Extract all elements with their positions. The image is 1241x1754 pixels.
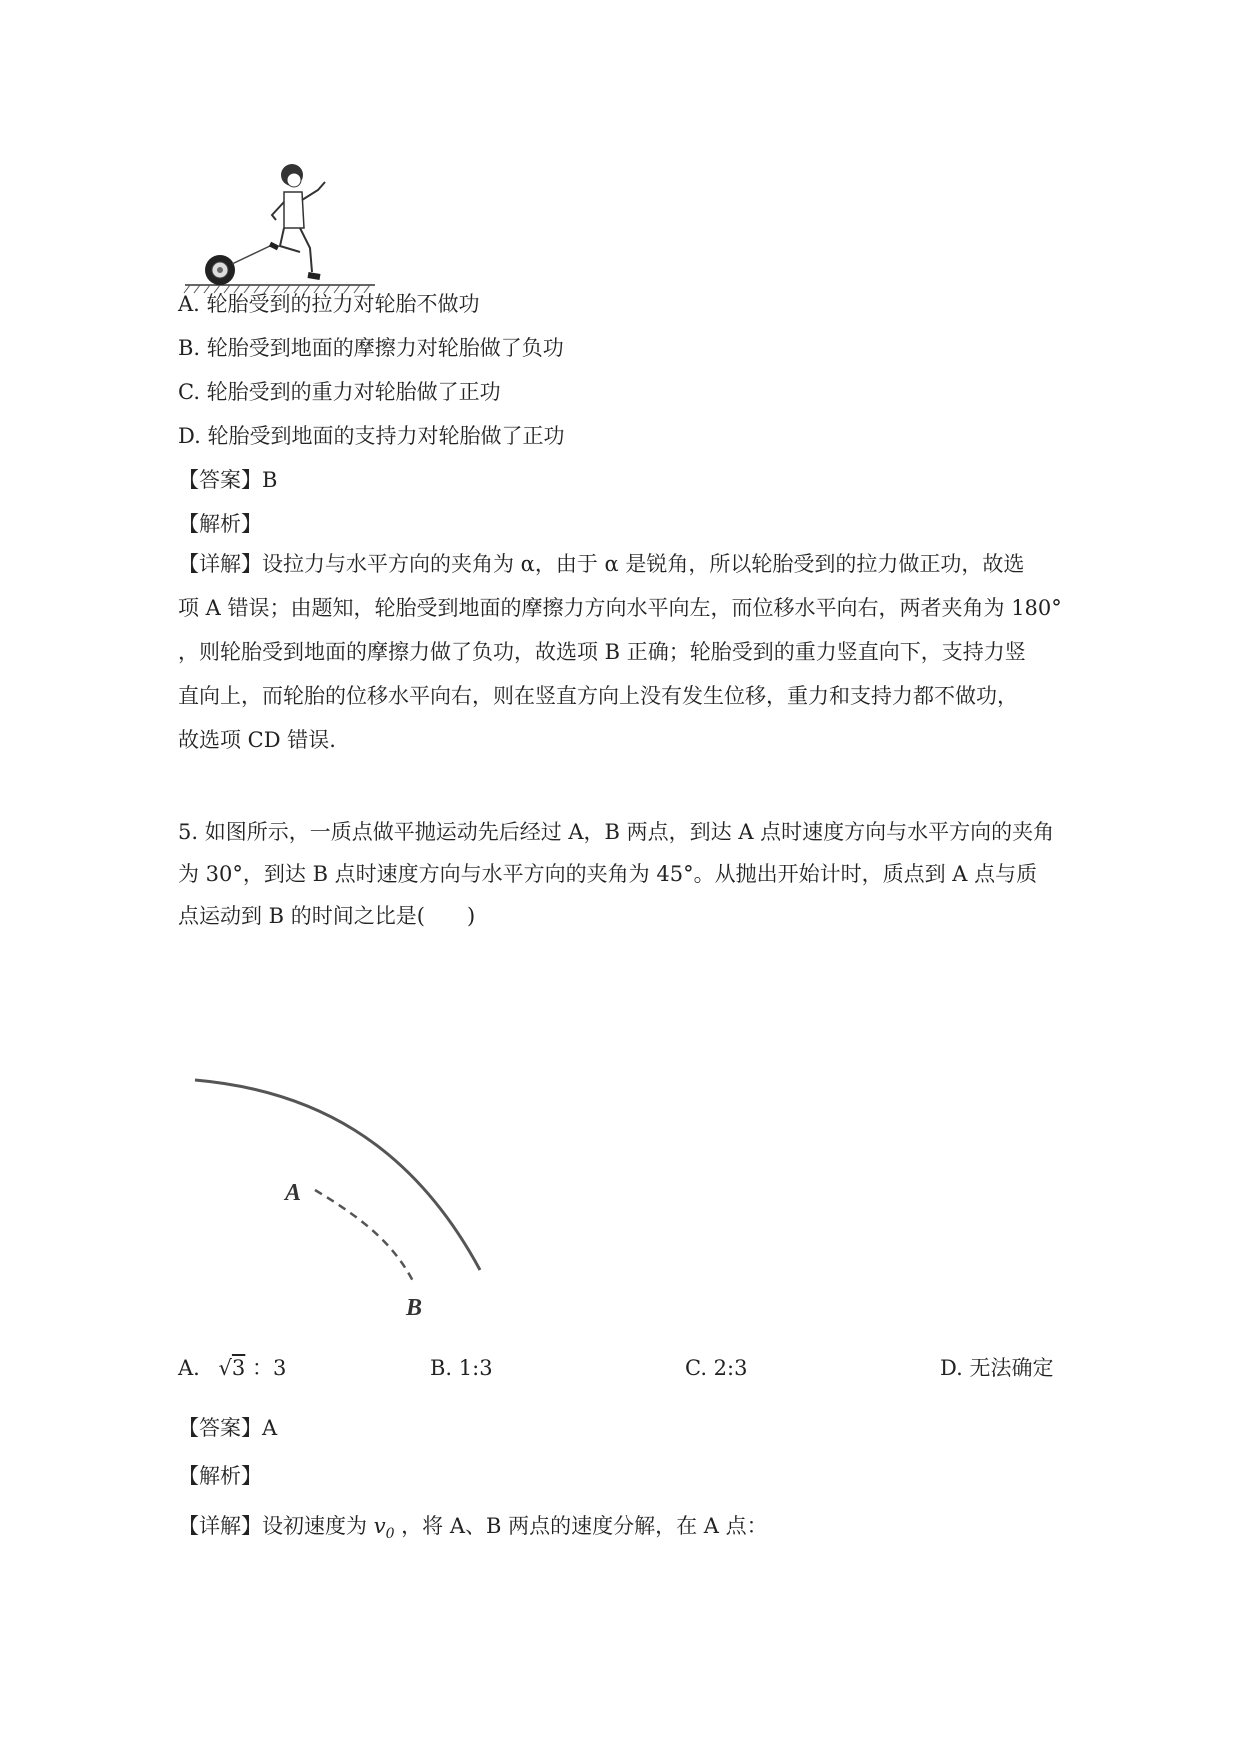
q5-detail-suffix: ，将 A、B 两点的速度分解，在 A 点： xyxy=(401,1514,768,1538)
v-letter: v xyxy=(373,1514,386,1538)
q5-option-a-prefix: A. xyxy=(178,1356,200,1380)
q4-detail-line1: 【详解】设拉力与水平方向的夹角为 α，由于 α 是锐角，所以轮胎受到的拉力做正功，故选 xyxy=(178,552,1025,576)
q5-stem-line2: 为 30°，到达 B 点时速度方向与水平方向的夹角为 45°。从抛出开始计时，质点到 A 点与质 xyxy=(178,862,1038,886)
point-b-label: B xyxy=(406,1295,423,1321)
q5-detail xyxy=(178,1512,768,1548)
projectile-arc-figure xyxy=(190,1070,500,1340)
q5-option-d: D. 无法确定 xyxy=(940,1356,1054,1380)
sqrt-radicand: 3 xyxy=(231,1356,246,1380)
q5-stem-line1: 5. 如图所示，一质点做平抛运动先后经过 A，B 两点，到达 A 点时速度方向与水平方向的夹角 xyxy=(178,820,1055,844)
point-a-label: A xyxy=(285,1180,302,1206)
q5-option-a-suffix: ：3 xyxy=(251,1356,287,1380)
q4-answer: 【答案】B xyxy=(178,468,278,492)
q4-option-d: D. 轮胎受到地面的支持力对轮胎做了正功 xyxy=(178,424,565,448)
q5-option-b: B. 1:3 xyxy=(430,1356,493,1380)
q4-detail-line5: 故选项 CD 错误. xyxy=(178,728,336,752)
q5-stem-line3: 点运动到 B 的时间之比是( ) xyxy=(178,904,476,928)
q5-option-a xyxy=(178,1354,286,1382)
q5-answer: 【答案】A xyxy=(178,1416,278,1440)
v0-symbol xyxy=(373,1514,395,1542)
runner-tire-figure xyxy=(180,160,380,295)
q4-detail-line2: 项 A 错误；由题知，轮胎受到地面的摩擦力方向水平向左，而位移水平向右，两者夹角为 180° xyxy=(178,596,1062,620)
sqrt-symbol: √3 xyxy=(218,1356,246,1380)
v-subscript: 0 xyxy=(385,1526,395,1542)
q4-option-a: A. 轮胎受到的拉力对轮胎不做功 xyxy=(178,292,480,316)
q4-detail-line3: ，则轮胎受到地面的摩擦力做了负功，故选项 B 正确；轮胎受到的重力竖直向下，支持力竖 xyxy=(178,640,1026,664)
q5-analysis-label: 【解析】 xyxy=(178,1464,262,1488)
q5-option-c: C. 2:3 xyxy=(685,1356,748,1380)
q4-analysis-label: 【解析】 xyxy=(178,512,262,536)
q4-option-c: C. 轮胎受到的重力对轮胎做了正功 xyxy=(178,380,501,404)
q4-detail-line4: 直向上，而轮胎的位移水平向右，则在竖直方向上没有发生位移，重力和支持力都不做功， xyxy=(178,684,1018,708)
q5-detail-prefix: 【详解】设初速度为 xyxy=(178,1514,367,1538)
q4-option-b: B. 轮胎受到地面的摩擦力对轮胎做了负功 xyxy=(178,336,564,360)
